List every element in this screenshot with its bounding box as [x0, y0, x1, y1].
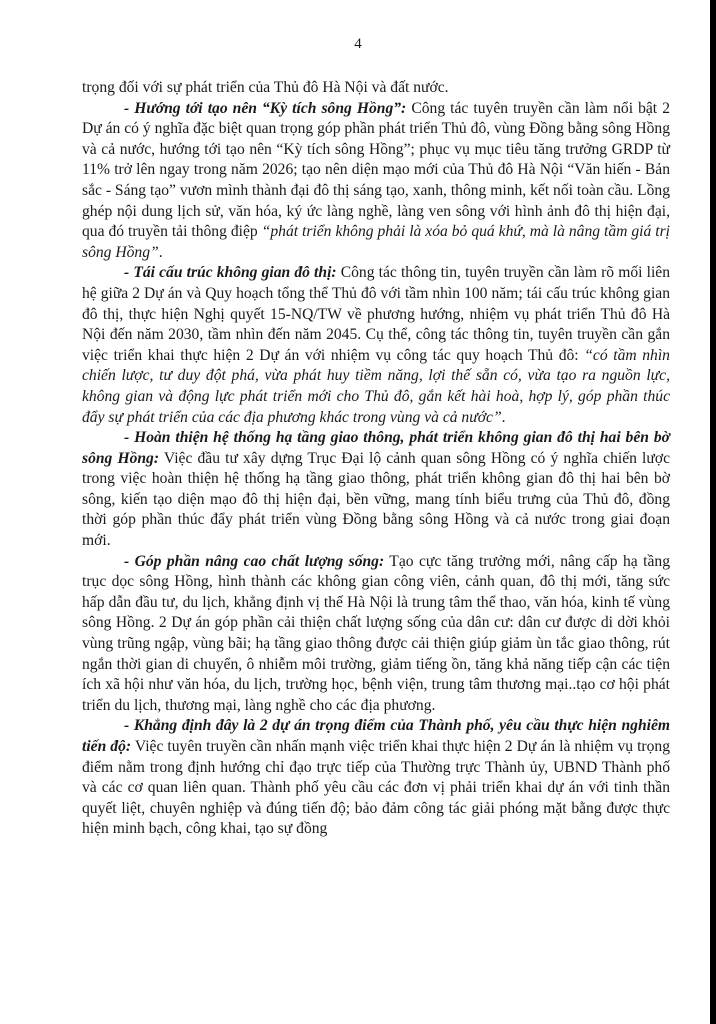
- paragraph-text: Công tác thông tin, tuyên truyền cần làm rõ mối liên hệ giữa 2 Dự án và Quy hoạch tổng thể Thủ đô với tầm nhìn 100 năm; tái cấu trúc không gian đô thị, thực hiện Nghị quyết 15-NQ/TW về phương hướng, nhiệm vụ phát triển Thủ đô Hà Nội đến năm 2030, tầm nhìn đến năm 2045. Cụ thể, công tác thông tin, tuyên truyền cần gắn việc triển khai thực hiện 2 Dự án với nhiệm vụ công tác quy hoạch Thủ đô:: [82, 264, 670, 364]
- paragraph-tai-cau-truc: [82, 263, 670, 428]
- paragraph-text: Việc đầu tư xây dựng Trục Đại lộ cảnh quan sông Hồng có ý nghĩa chiến lược trong việc hoàn thiện hệ thống hạ tầng giao thông, phát triển không gian đô thị hai bên bờ sông, kiến tạo diện mạo đô thị hiện đại, bền vững, mang tính biểu trưng của Thủ đô, đồng thời góp phần thúc đẩy phát triển vùng Đồng bằng sông Hồng và cả nước trong giai đoạn mới.: [82, 449, 670, 550]
- paragraph-heading: - Khẳng định đây là 2 dự án trọng điểm của Thành phố, yêu cầu thực hiện nghiêm tiến độ:: [82, 717, 670, 755]
- paragraph-heading: - Hướng tới tạo nên “Kỳ tích sông Hồng”:: [124, 99, 407, 117]
- paragraph-ky-tich-song-hong: [82, 99, 670, 264]
- paragraph-heading: - Tái cấu trúc không gian đô thị:: [124, 264, 337, 282]
- paragraph-text: Công tác tuyên truyền cần làm nổi bật 2 Dự án có ý nghĩa đặc biệt quan trọng góp phần phát triển Thủ đô, vùng Đồng bằng sông Hồng và cả nước, hướng tới tạo nên “Kỳ tích sông Hồng”; phục vụ mục tiêu tăng trưởng GRDP từ 11% trở lên ngay trong năm 2026; tạo nên diện mạo mới của Thủ đô Hà Nội “Văn hiến - Bản sắc - Sáng tạo” vươn mình thành đại đô thị sáng tạo, xanh, thông minh, kết nối toàn cầu. Lồng ghép nội dung lịch sử, văn hóa, ký ức làng nghề, làng ven sông với hình ảnh đô thị hiện đại, qua đó truyền tải thông điệp: [82, 99, 670, 241]
- paragraph-du-an-trong-diem: [82, 716, 670, 840]
- paragraph-heading: - Góp phần nâng cao chất lượng sống:: [124, 552, 385, 570]
- paragraph-text: trọng đối với sự phát triển của Thủ đô Hà Nội và đất nước.: [82, 79, 449, 96]
- paragraph-text: Việc tuyên truyền cần nhấn mạnh việc triển khai thực hiện 2 Dự án là nhiệm vụ trọng điểm nằm trong định hướng chỉ đạo trực tiếp của Thường trực Thành ủy, UBND Thành phố và các cơ quan liên quan. Thành phố yêu cầu các đơn vị phải triển khai dự án với tinh thần quyết liệt, chuyên nghiệp và đúng tiến độ; bảo đảm công tác giải phóng mặt bằng được thực hiện minh bạch, công khai, tạo sự đồng: [82, 738, 670, 838]
- document-body: [82, 78, 670, 840]
- scan-border: [710, 0, 716, 1024]
- paragraph-chat-luong-song: [82, 552, 670, 717]
- paragraph-quote: “phát triển không phải là xóa bỏ quá khứ, mà là nâng tầm giá trị sông Hồng”: [82, 223, 670, 261]
- paragraph-heading: - Hoàn thiện hệ thống hạ tầng giao thông, phát triển không gian đô thị hai bên bờ sông Hồng:: [82, 429, 670, 467]
- paragraph-tail: .: [158, 243, 163, 261]
- paragraph-ha-tang-giao-thong: [82, 428, 670, 552]
- paragraph-text: Tạo cực tăng trưởng mới, nâng cấp hạ tầng trục dọc sông Hồng, hình thành các không gian công viên, cảnh quan, đô thị mới, tăng sức hấp dẫn đầu tư, du lịch, khẳng định vị thế Hà Nội là trung tâm thể thao, văn hóa, kinh tế vùng sông Hồng. 2 Dự án góp phần cải thiện chất lượng sống của dân cư: dân cư được di dời khỏi vùng trũng ngập, vùng bãi; hạ tầng giao thông được cải thiện giúp giảm ùn tắc giao thông, rút ngắn thời gian di chuyển, ô nhiễm môi trường, giảm tiếng ồn, tăng khả năng tiếp cận các tiện ích xã hội như văn hóa, du lịch, trường học, bệnh viện, trung tâm thương mại..tạo cơ hội phát triển du lịch, thương mại, làng nghề cho các địa phương.: [82, 552, 670, 714]
- paragraph-tail: .: [501, 408, 506, 426]
- paragraph-continuation: [82, 78, 670, 99]
- paragraph-quote: “có tầm nhìn chiến lược, tư duy đột phá, vừa phát huy tiềm năng, lợi thế sẵn có, vừa tạo ra nguồn lực, không gian và động lực phát triển mới cho Thủ đô, gắn kết hài hoà, hợp lý, góp phần thúc đẩy sự phát triển của các địa phương khác trong vùng và cả nước”: [82, 346, 670, 426]
- page-number: 4: [354, 36, 362, 52]
